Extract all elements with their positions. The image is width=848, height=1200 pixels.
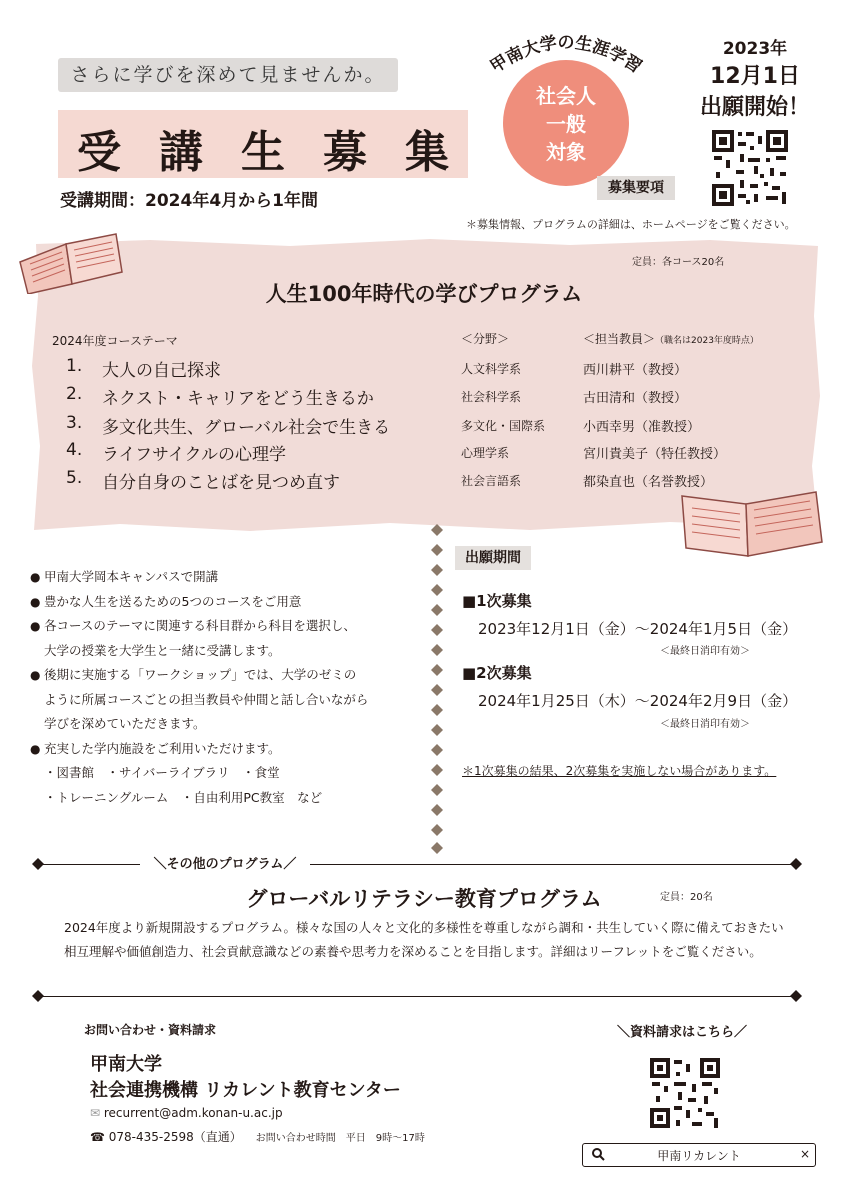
title-box	[58, 110, 468, 178]
feature-item: ● 充実した学内施設をご利用いただけます。	[30, 737, 430, 762]
round-label: ■2次募集	[462, 664, 532, 682]
course-number: 4.	[66, 440, 83, 460]
phone-text[interactable]: 078-435-2598（直通）	[108, 1130, 242, 1144]
organization-department: 社会連携機構 リカレント教育センター	[90, 1080, 401, 1101]
open-text: 出願開始！	[699, 95, 810, 120]
organization-name: 甲南大学	[90, 1054, 162, 1075]
target-circle	[503, 60, 629, 186]
facilities-line: ・トレーニングルーム ・自由利用PC教室 など	[44, 789, 323, 805]
round-note: ＜最終日消印有効＞	[660, 719, 750, 730]
round-dates: 2024年1月25日（木）～2024年2月9日（金）	[478, 692, 798, 710]
round-dates: 2023年12月1日（金）～2024年1月5日（金）	[478, 620, 798, 638]
global-program-capacity: 定員：20名	[660, 892, 713, 903]
program-capacity: 定員：各コース20名	[632, 257, 725, 268]
course-row	[0, 413, 848, 441]
course-field: 心理学系	[461, 446, 510, 460]
target-line: 一般	[546, 112, 586, 136]
close-icon[interactable]: ×	[800, 1147, 811, 1161]
course-teacher: 都染直也（名誉教授）	[583, 475, 714, 490]
arc-text: 甲南大学の生涯学習	[486, 33, 646, 78]
course-title: 自分自身のことばを見つめ直す	[102, 473, 340, 493]
course-number: 5.	[66, 468, 83, 488]
open-date-block	[680, 34, 830, 121]
course-theme-heading: 2024年度コーステーマ	[52, 334, 178, 348]
contact-heading: お問い合わせ・資料請求	[84, 1023, 217, 1037]
contact-email[interactable]	[90, 1106, 283, 1120]
global-program-title: グローバルリテラシー教育プログラム	[246, 887, 602, 911]
mail-icon: ✉	[90, 1106, 104, 1120]
global-program-description: 2024年度より新規開設するプログラム。様々な国の人々と文化的多様性を尊重しながら調和・共生していく際に備えておきたい相互理解や価値創造力、社会貢献意識などの素養や思考力を深めることを目指します。詳細はリーフレットをご覧ください。	[64, 920, 784, 959]
divider-diamond	[32, 858, 44, 870]
title-char: 講	[159, 127, 203, 178]
tagline: さらに学びを深めて見ませんか。	[58, 58, 398, 92]
facilities-line: ・図書館 ・サイバーライブラリ ・食堂	[44, 765, 280, 780]
course-number: 3.	[66, 413, 83, 433]
qr-code[interactable]	[710, 128, 790, 208]
course-field: 多文化・国際系	[461, 419, 546, 433]
course-row	[0, 356, 848, 384]
book-icon	[676, 486, 826, 566]
course-field: 人文科学系	[461, 362, 522, 376]
course-field: 社会言語系	[461, 474, 522, 488]
round-label: ■1次募集	[462, 592, 532, 610]
course-title: ライフサイクルの心理学	[102, 445, 286, 465]
target-line: 社会人	[536, 84, 596, 108]
feature-item-cont: 学びを深めていただきます。	[44, 716, 206, 731]
course-teacher: 古田清和（教授）	[583, 391, 688, 406]
course-title: ネクスト・キャリアをどう生きるか	[102, 389, 374, 409]
application-period-badge: 出願期間	[455, 546, 531, 570]
title-char: 受	[77, 127, 121, 178]
divider-line	[38, 996, 794, 997]
homepage-note: ＊募集情報、プログラムの詳細は、ホームページをご覧ください。	[466, 218, 796, 231]
email-text[interactable]: recurrent@adm.konan-u.ac.jp	[103, 1106, 283, 1120]
course-row	[0, 468, 848, 496]
contact-phone[interactable]	[90, 1128, 425, 1145]
divider-diamond	[32, 990, 44, 1002]
search-box[interactable]	[582, 1143, 816, 1167]
divider-diamond	[790, 990, 802, 1002]
course-teacher: 宮川貴美子（特任教授）	[583, 447, 727, 462]
teacher-heading-label: ＜担当教員＞	[583, 332, 656, 346]
feature-item: ● 各コースのテーマに関連する科目群から科目を選択し、	[30, 614, 430, 639]
recruit-guide-badge: 募集要項	[597, 176, 675, 200]
round-note: ＜最終日消印有効＞	[660, 646, 750, 657]
feature-item-cont: 大学の授業を大学生と一緒に受講します。	[44, 642, 281, 658]
course-number: 1.	[66, 356, 83, 376]
divider-diamond	[790, 858, 802, 870]
course-field: 社会科学系	[461, 390, 522, 404]
course-title: 大人の自己探求	[102, 361, 221, 381]
search-text[interactable]: 甲南リカレント	[657, 1149, 741, 1163]
feature-item: ● 甲南大学岡本キャンパスで開講	[30, 565, 430, 590]
course-teacher: 小西幸男（准教授）	[583, 420, 701, 435]
title-char: 募	[323, 127, 367, 178]
teacher-heading-note: （職名は2023年度時点）	[655, 336, 759, 346]
course-row	[0, 384, 848, 412]
title-char: 生	[241, 127, 285, 178]
qr-code[interactable]	[648, 1056, 722, 1130]
course-teacher: 西川耕平（教授）	[583, 363, 688, 378]
title-char: 集	[405, 127, 449, 178]
open-year: 2023年	[722, 39, 788, 59]
target-line: 対象	[546, 140, 586, 164]
application-warning: ＊1次募集の結果、2次募集を実施しない場合があります。	[462, 764, 777, 778]
request-tag: ＼資料請求はこちら／	[616, 1025, 747, 1040]
course-title: 多文化共生、グローバル社会で生きる	[102, 418, 391, 438]
feature-item-cont: ように所属コースごとの担当教員や仲間と話し合いながら	[44, 691, 369, 707]
feature-item: ● 後期に実施する「ワークショップ」では、大学のゼミの	[30, 663, 430, 688]
open-date: 12月1日	[710, 64, 800, 89]
course-row	[0, 440, 848, 468]
program-title: 人生100年時代の学びプログラム	[265, 282, 583, 306]
course-number: 2.	[66, 384, 83, 404]
course-period: 受講期間：2024年4月から1年間	[60, 191, 318, 211]
feature-item: ● 豊かな人生を送るための5つのコースをご用意	[30, 590, 430, 615]
contact-hours: お問い合わせ時間 平日 9時～17時	[255, 1133, 425, 1144]
other-programs-tag: ＼その他のプログラム／	[140, 853, 310, 872]
teacher-heading	[583, 330, 759, 347]
phone-icon: ☎	[90, 1130, 109, 1144]
diamond-separator	[431, 524, 443, 854]
field-heading: ＜分野＞	[461, 332, 510, 346]
feature-list	[30, 565, 430, 810]
